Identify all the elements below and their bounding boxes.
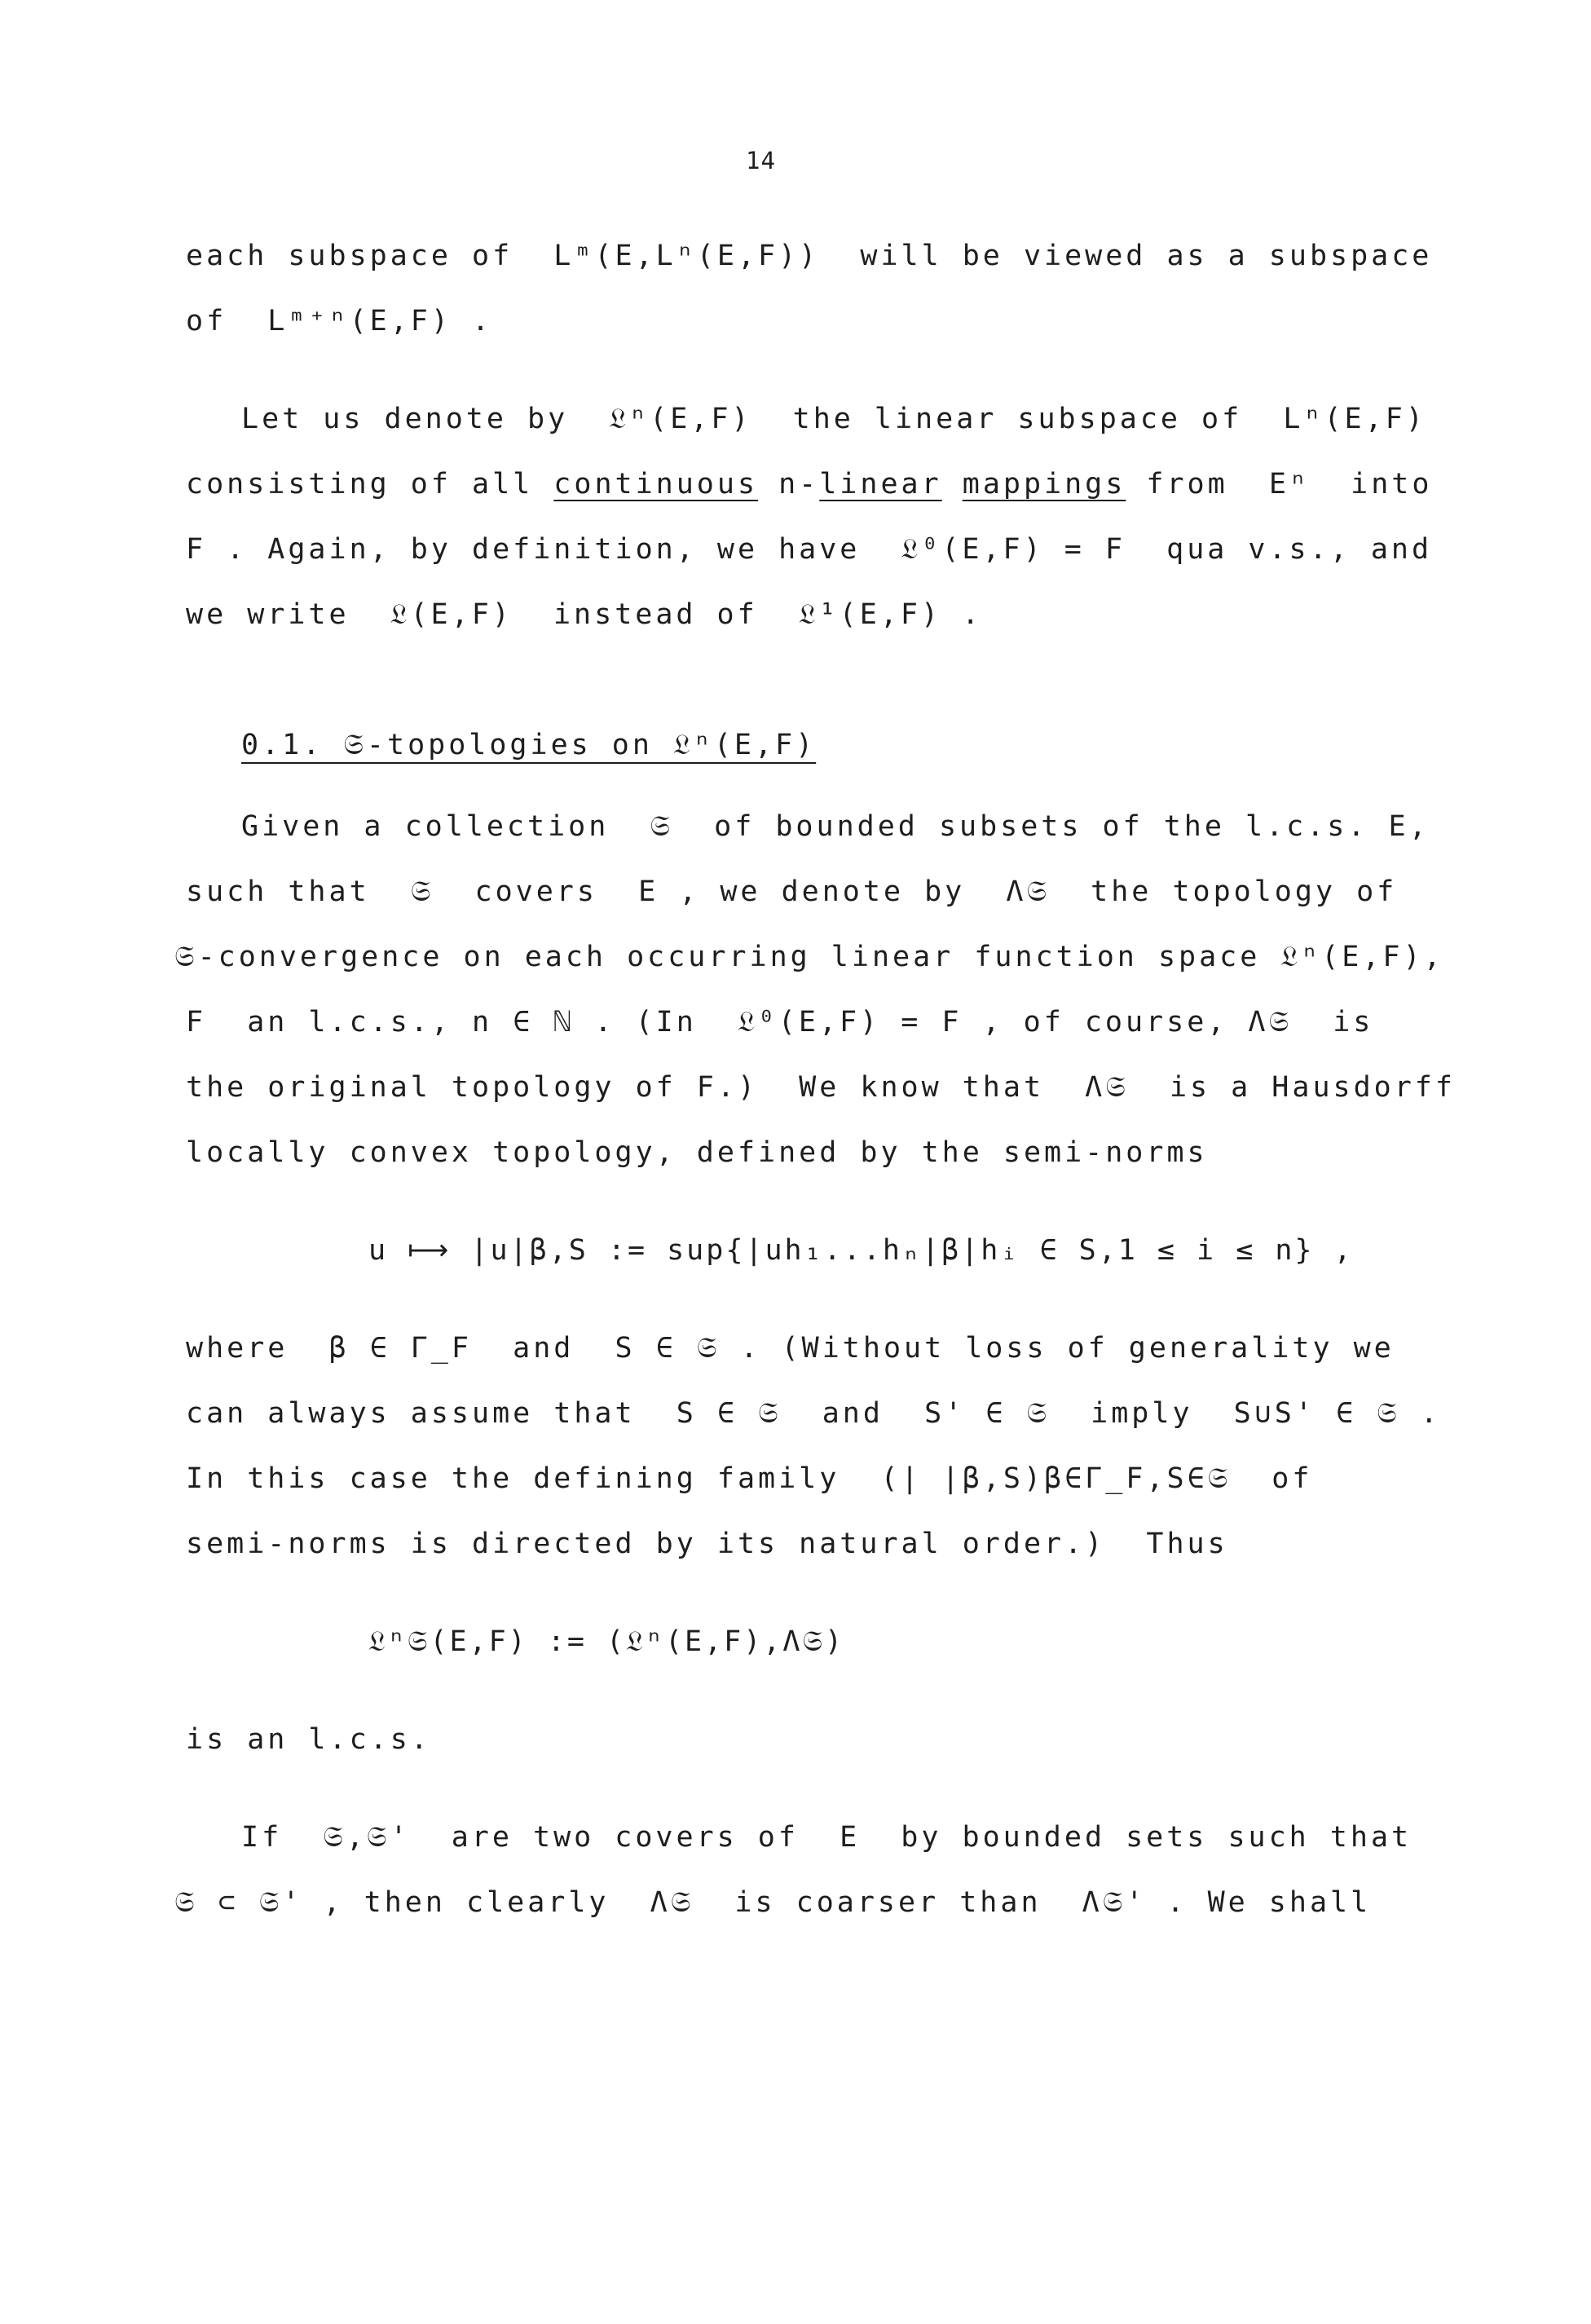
underlined-word-linear: linear xyxy=(819,468,942,501)
text-line: such that 𝔖 covers E , we denote by Λ𝔖 the topology of xyxy=(186,875,1398,908)
text-line: If 𝔖,𝔖' are two covers of E by bounded sets such that xyxy=(241,1821,1413,1854)
page-number: 14 xyxy=(746,147,776,174)
text-line-with-underlines xyxy=(186,466,1432,502)
text-line: 𝔖-convergence on each occurring linear function space 𝔏ⁿ(E,F), xyxy=(174,941,1444,973)
display-formula-definition: 𝔏ⁿ𝔖(E,F) := (𝔏ⁿ(E,F),Λ𝔖) xyxy=(368,1625,845,1658)
text-segment xyxy=(942,468,963,501)
text-line: locally convex topology, defined by the semi-norms xyxy=(186,1136,1208,1169)
text-line: each subspace of Lᵐ(E,Lⁿ(E,F)) will be viewed as a subspace xyxy=(186,240,1433,272)
section-heading: 0.1. 𝔖-topologies on 𝔏ⁿ(E,F) xyxy=(241,729,817,761)
text-line: is an l.c.s. xyxy=(186,1723,431,1756)
text-line: of Lᵐ⁺ⁿ(E,F) . xyxy=(186,305,493,337)
text-line: where β ∈ Γ_F and S ∈ 𝔖 . (Without loss of generality we xyxy=(186,1332,1395,1365)
text-line: F . Again, by definition, we have 𝔏⁰(E,F) = F qua v.s., and xyxy=(186,533,1433,566)
text-segment: consisting of all xyxy=(186,468,554,501)
text-line: semi-norms is directed by its natural order.) Thus xyxy=(186,1528,1228,1560)
text-segment: n- xyxy=(758,468,820,501)
text-line: we write 𝔏(E,F) instead of 𝔏¹(E,F) . xyxy=(186,598,983,631)
text-line: 𝔖 ⊂ 𝔖' , then clearly Λ𝔖 is coarser than Λ𝔖' . We shall xyxy=(174,1886,1372,1919)
text-line: the original topology of F.) We know that Λ𝔖 is a Hausdorff xyxy=(186,1071,1456,1104)
text-line: Let us denote by 𝔏ⁿ(E,F) the linear subspace of Lⁿ(E,F) xyxy=(241,403,1426,435)
underlined-word-mappings: mappings xyxy=(962,468,1126,501)
display-formula-seminorm: u ⟼ |u|β,S := sup{|uh₁...hₙ|β|hᵢ ∈ S,1 ≤ i ≤ n} , xyxy=(368,1234,1354,1267)
text-line: can always assume that S ∈ 𝔖 and S' ∈ 𝔖 imply S∪S' ∈ 𝔖 . xyxy=(186,1397,1441,1430)
text-line: In this case the defining family (| |β,S)β∈Γ_F,S∈𝔖 of xyxy=(186,1462,1313,1495)
text-line: Given a collection 𝔖 of bounded subsets of the l.c.s. E, xyxy=(241,810,1430,843)
underlined-word-continuous: continuous xyxy=(553,468,759,501)
text-segment: from Eⁿ into xyxy=(1126,468,1433,501)
text-line: F an l.c.s., n ∈ ℕ . (In 𝔏⁰(E,F) = F , of course, Λ𝔖 is xyxy=(186,1006,1374,1039)
